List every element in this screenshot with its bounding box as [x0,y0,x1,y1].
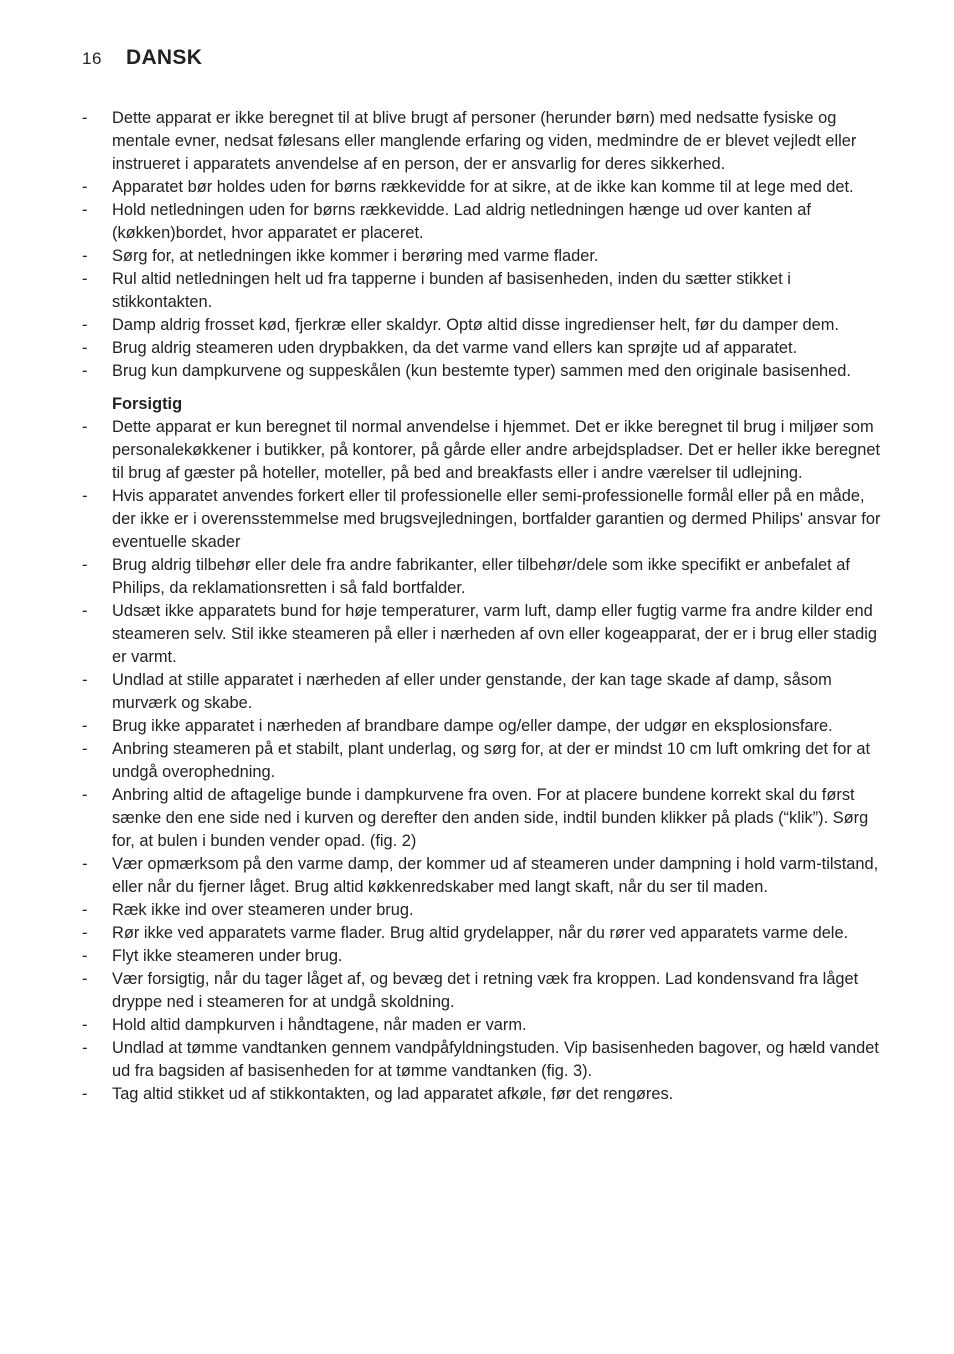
page-header [82,46,202,76]
bullet-dash: - [82,247,88,265]
caution-item [82,853,888,899]
caution-item [82,416,888,485]
warning-item [82,268,888,314]
list-item-text: Rul altid netledningen helt ud fra tapperne i bunden af basisenheden, inden du sætter stikket i stikkontakten. [112,270,791,311]
page-number: 16 [82,49,102,68]
list-item-text: Brug aldrig tilbehør eller dele fra andre fabrikanter, eller tilbehør/dele som ikke specifikt er anbefalet af Philips, da reklamationsretten i så fald bortfalder. [112,556,850,597]
bullet-dash: - [82,178,88,196]
list-item-text: Udsæt ikke apparatets bund for høje temperaturer, varm luft, damp eller fugtig varme fra andre kilder end steameren selv. Stil ikke steameren på eller i nærheden af ovn eller kogeapparat, der er i brug eller stadig er varmt. [112,602,877,666]
list-item-text: Hold altid dampkurven i håndtagene, når maden er varm. [112,1016,527,1034]
list-item-text: Flyt ikke steameren under brug. [112,947,343,965]
bullet-dash: - [82,487,88,505]
caution-item [82,715,888,738]
bullet-dash: - [82,855,88,873]
caution-item [82,945,888,968]
list-item-text: Brug kun dampkurvene og suppeskålen (kun bestemte typer) sammen med den originale basisenhed. [112,362,851,380]
caution-list [82,416,888,1106]
warning-item [82,360,888,383]
list-item-text: Damp aldrig frosset kød, fjerkræ eller skaldyr. Optø altid disse ingredienser helt, før du damper dem. [112,316,839,334]
caution-item [82,554,888,600]
bullet-dash: - [82,362,88,380]
bullet-dash: - [82,556,88,574]
list-item-text: Sørg for, at netledningen ikke kommer i berøring med varme flader. [112,247,599,265]
bullet-dash: - [82,924,88,942]
list-item-text: Hold netledningen uden for børns rækkevidde. Lad aldrig netledningen hænge ud over kanten af (køkken)bordet, hvor apparatet er placeret. [112,201,811,242]
warning-item [82,107,888,176]
bullet-dash: - [82,316,88,334]
list-item-text: Apparatet bør holdes uden for børns rækkevidde for at sikre, at de ikke kan komme til at lege med det. [112,178,854,196]
list-item-text: Anbring altid de aftagelige bunde i dampkurvene fra oven. For at placere bundene korrekt skal du først sænke den ene side ned i kurven og derefter den anden side, indtil bunden klikker på plads (“klik”). Sørg for, at bulen i bunden vender opad. (fig. 2) [112,786,869,850]
bullet-dash: - [82,671,88,689]
bullet-dash: - [82,1085,88,1103]
caution-item [82,899,888,922]
warning-item [82,245,888,268]
list-item-text: Dette apparat er kun beregnet til normal anvendelse i hjemmet. Det er ikke beregnet til brug i miljøer som personalekøkkener i butikker, på kontorer, på gårde eller andre arbejdspladser. Det er heller ikke beregnet til brug af gæster på hoteller, moteller, på bed and breakfasts eller i andre værelser til udlejning. [112,418,881,482]
list-item-text: Hvis apparatet anvendes forkert eller til professionelle eller semi-professionelle formål eller på en måde, der ikke er i overensstemmelse med brugsvejledningen, bortfalder garantien og dermed Philips' ansvar for eventuelle skader [112,487,881,551]
bullet-dash: - [82,270,88,288]
caution-item [82,1037,888,1083]
caution-item [82,784,888,853]
caution-item [82,922,888,945]
list-item-text: Rør ikke ved apparatets varme flader. Brug altid grydelapper, når du rører ved apparatets varme dele. [112,924,849,942]
bullet-dash: - [82,970,88,988]
bullet-dash: - [82,1016,88,1034]
section-title: DANSK [126,46,203,69]
warnings-list [82,107,888,383]
bullet-dash: - [82,109,88,127]
bullet-dash: - [82,418,88,436]
caution-item [82,1083,888,1106]
bullet-dash: - [82,602,88,620]
caution-heading: Forsigtig [112,395,183,413]
document-body [82,107,888,1106]
warning-item [82,314,888,337]
list-item-text: Undlad at tømme vandtanken gennem vandpåfyldningstuden. Vip basisenheden bagover, og hæld vandet ud fra bagsiden af basisenheden for at tømme vandtanken (fig. 3). [112,1039,879,1080]
caution-item [82,968,888,1014]
warning-item [82,337,888,360]
caution-item [82,600,888,669]
bullet-dash: - [82,717,88,735]
bullet-dash: - [82,339,88,357]
bullet-dash: - [82,901,88,919]
list-item-text: Vær opmærksom på den varme damp, der kommer ud af steameren under dampning i hold varm-tilstand, eller når du fjerner låget. Brug altid køkkenredskaber med langt skaft, når du ser til maden. [112,855,879,896]
bullet-dash: - [82,947,88,965]
list-item-text: Brug aldrig steameren uden drypbakken, da det varme vand ellers kan sprøjte ud af apparatet. [112,339,798,357]
caution-item [82,1014,888,1037]
list-item-text: Brug ikke apparatet i nærheden af brandbare dampe og/eller dampe, der udgør en eksplosionsfare. [112,717,833,735]
list-item-text: Anbring steameren på et stabilt, plant underlag, og sørg for, at der er mindst 10 cm luft omkring det for at undgå overophedning. [112,740,870,781]
bullet-dash: - [82,740,88,758]
bullet-dash: - [82,1039,88,1057]
bullet-dash: - [82,786,88,804]
bullet-dash: - [82,201,88,219]
list-item-text: Vær forsigtig, når du tager låget af, og bevæg det i retning væk fra kroppen. Lad kondensvand fra låget dryppe ned i steameren for at undgå skoldning. [112,970,859,1011]
list-item-text: Ræk ikke ind over steameren under brug. [112,901,414,919]
caution-item [82,669,888,715]
list-item-text: Tag altid stikket ud af stikkontakten, og lad apparatet afkøle, før det rengøres. [112,1085,674,1103]
caution-item [82,738,888,784]
warning-item [82,199,888,245]
caution-item [82,485,888,554]
warning-item [82,176,888,199]
list-item-text: Dette apparat er ikke beregnet til at blive brugt af personer (herunder børn) med nedsatte fysiske og mentale evner, nedsat følesans eller manglende erfaring og viden, medmindre de er blevet vejledt eller instrueret i apparatets anvendelse af en person, der er ansvarlig for deres sikkerhed. [112,109,857,173]
list-item-text: Undlad at stille apparatet i nærheden af eller under genstande, der kan tage skade af damp, såsom murværk og skabe. [112,671,832,712]
